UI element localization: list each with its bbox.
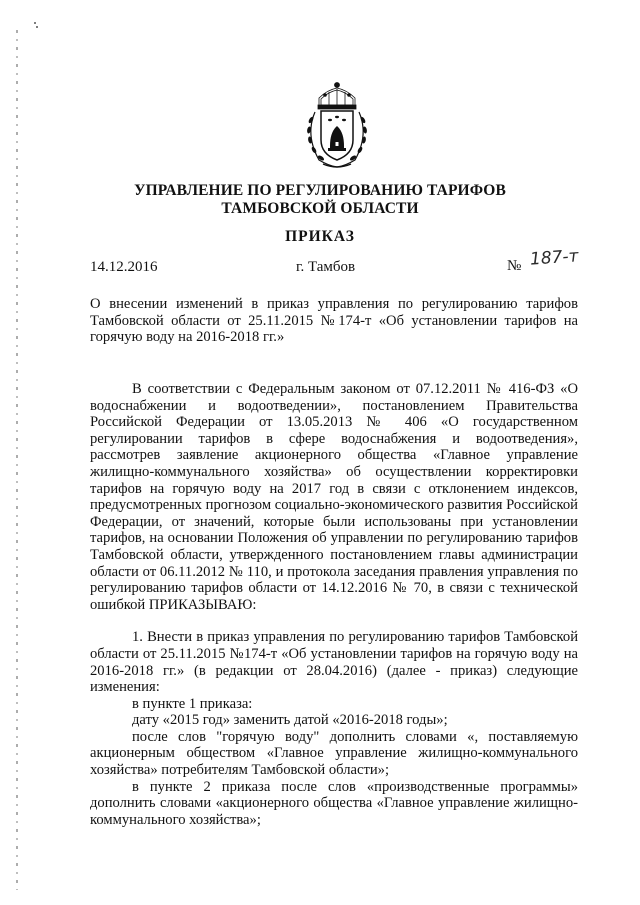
item-1-paragraph: 1. Внести в приказ управления по регулированию тарифов Тамбовской области от 25.11.2015 №174-т «Об установлении тарифов на горячую воду на 2016-2018 гг.» (в редакции от 28.04.2016) (далее - приказ) следующие изменения: xyxy=(90,629,578,696)
order-body xyxy=(90,381,578,828)
scan-edge-artifact xyxy=(16,30,18,890)
order-number-handwritten: 187-т xyxy=(529,246,580,270)
item-1-subitem: в пункте 2 приказа после слов «производственные программы» дополнить словами «акционерного общества «Главное управление жилищно-коммунального хозяйства»; xyxy=(90,778,578,828)
document-type-title: ПРИКАЗ xyxy=(285,228,355,245)
order-number-prefix: № xyxy=(507,258,522,274)
preamble-paragraph: В соответствии с Федеральным законом от 07.12.2011 № 416-ФЗ «О водоснабжении и водоотведении», постановлением Правительства Российской Федерации от 13.05.2013 № 406 «О государственном регулировании тарифов в сфере водоснабжения и водоотведения», рассмотрев заявление акционерного общества «Главное управление жилищно-коммунального хозяйства» об осуществлении корректировки тарифов на горячую воду на 2017 год в связи с отклонением индексов, предусмотренных прогнозом социально-экономического развития Российской Федерации, от значений, которые были использованы при установлении тарифов, на основании Положения об управлении по регулированию тарифов Тамбовской области, утвержденного постановлением главы администрации области от 06.11.2012 № 110, и протокола заседания правления управления по регулированию тарифов области от 14.12.2016 № 70, в связи с технической ошибкой ПРИКАЗЫВАЮ: xyxy=(90,381,578,613)
tambov-coat-of-arms-icon xyxy=(297,80,377,170)
organization-name-line2: ТАМБОВСКОЙ ОБЛАСТИ xyxy=(221,200,419,217)
order-city: г. Тамбов xyxy=(296,259,356,275)
organization-name-line1: УПРАВЛЕНИЕ ПО РЕГУЛИРОВАНИЮ ТАРИФОВ xyxy=(134,182,506,199)
order-subject: О внесении изменений в приказ управления по регулированию тарифов Тамбовской области от 25.11.2015 №174-т «Об установлении тарифов на горячую воду на 2016-2018 гг.» xyxy=(90,296,578,345)
item-1-subitem: после слов "горячую воду" дополнить словами «, поставляемую акционерным обществом «Главное управление жилищно-коммунального хозяйства» потребителям Тамбовской области»; xyxy=(90,728,578,779)
item-1-subitem: в пункте 1 приказа: xyxy=(132,695,253,712)
order-date: 14.12.2016 xyxy=(90,259,158,275)
scan-speck xyxy=(36,26,38,28)
item-1-subitem: дату «2015 год» заменить датой «2016-2018 годы»; xyxy=(132,712,448,729)
scan-speck xyxy=(34,22,36,24)
